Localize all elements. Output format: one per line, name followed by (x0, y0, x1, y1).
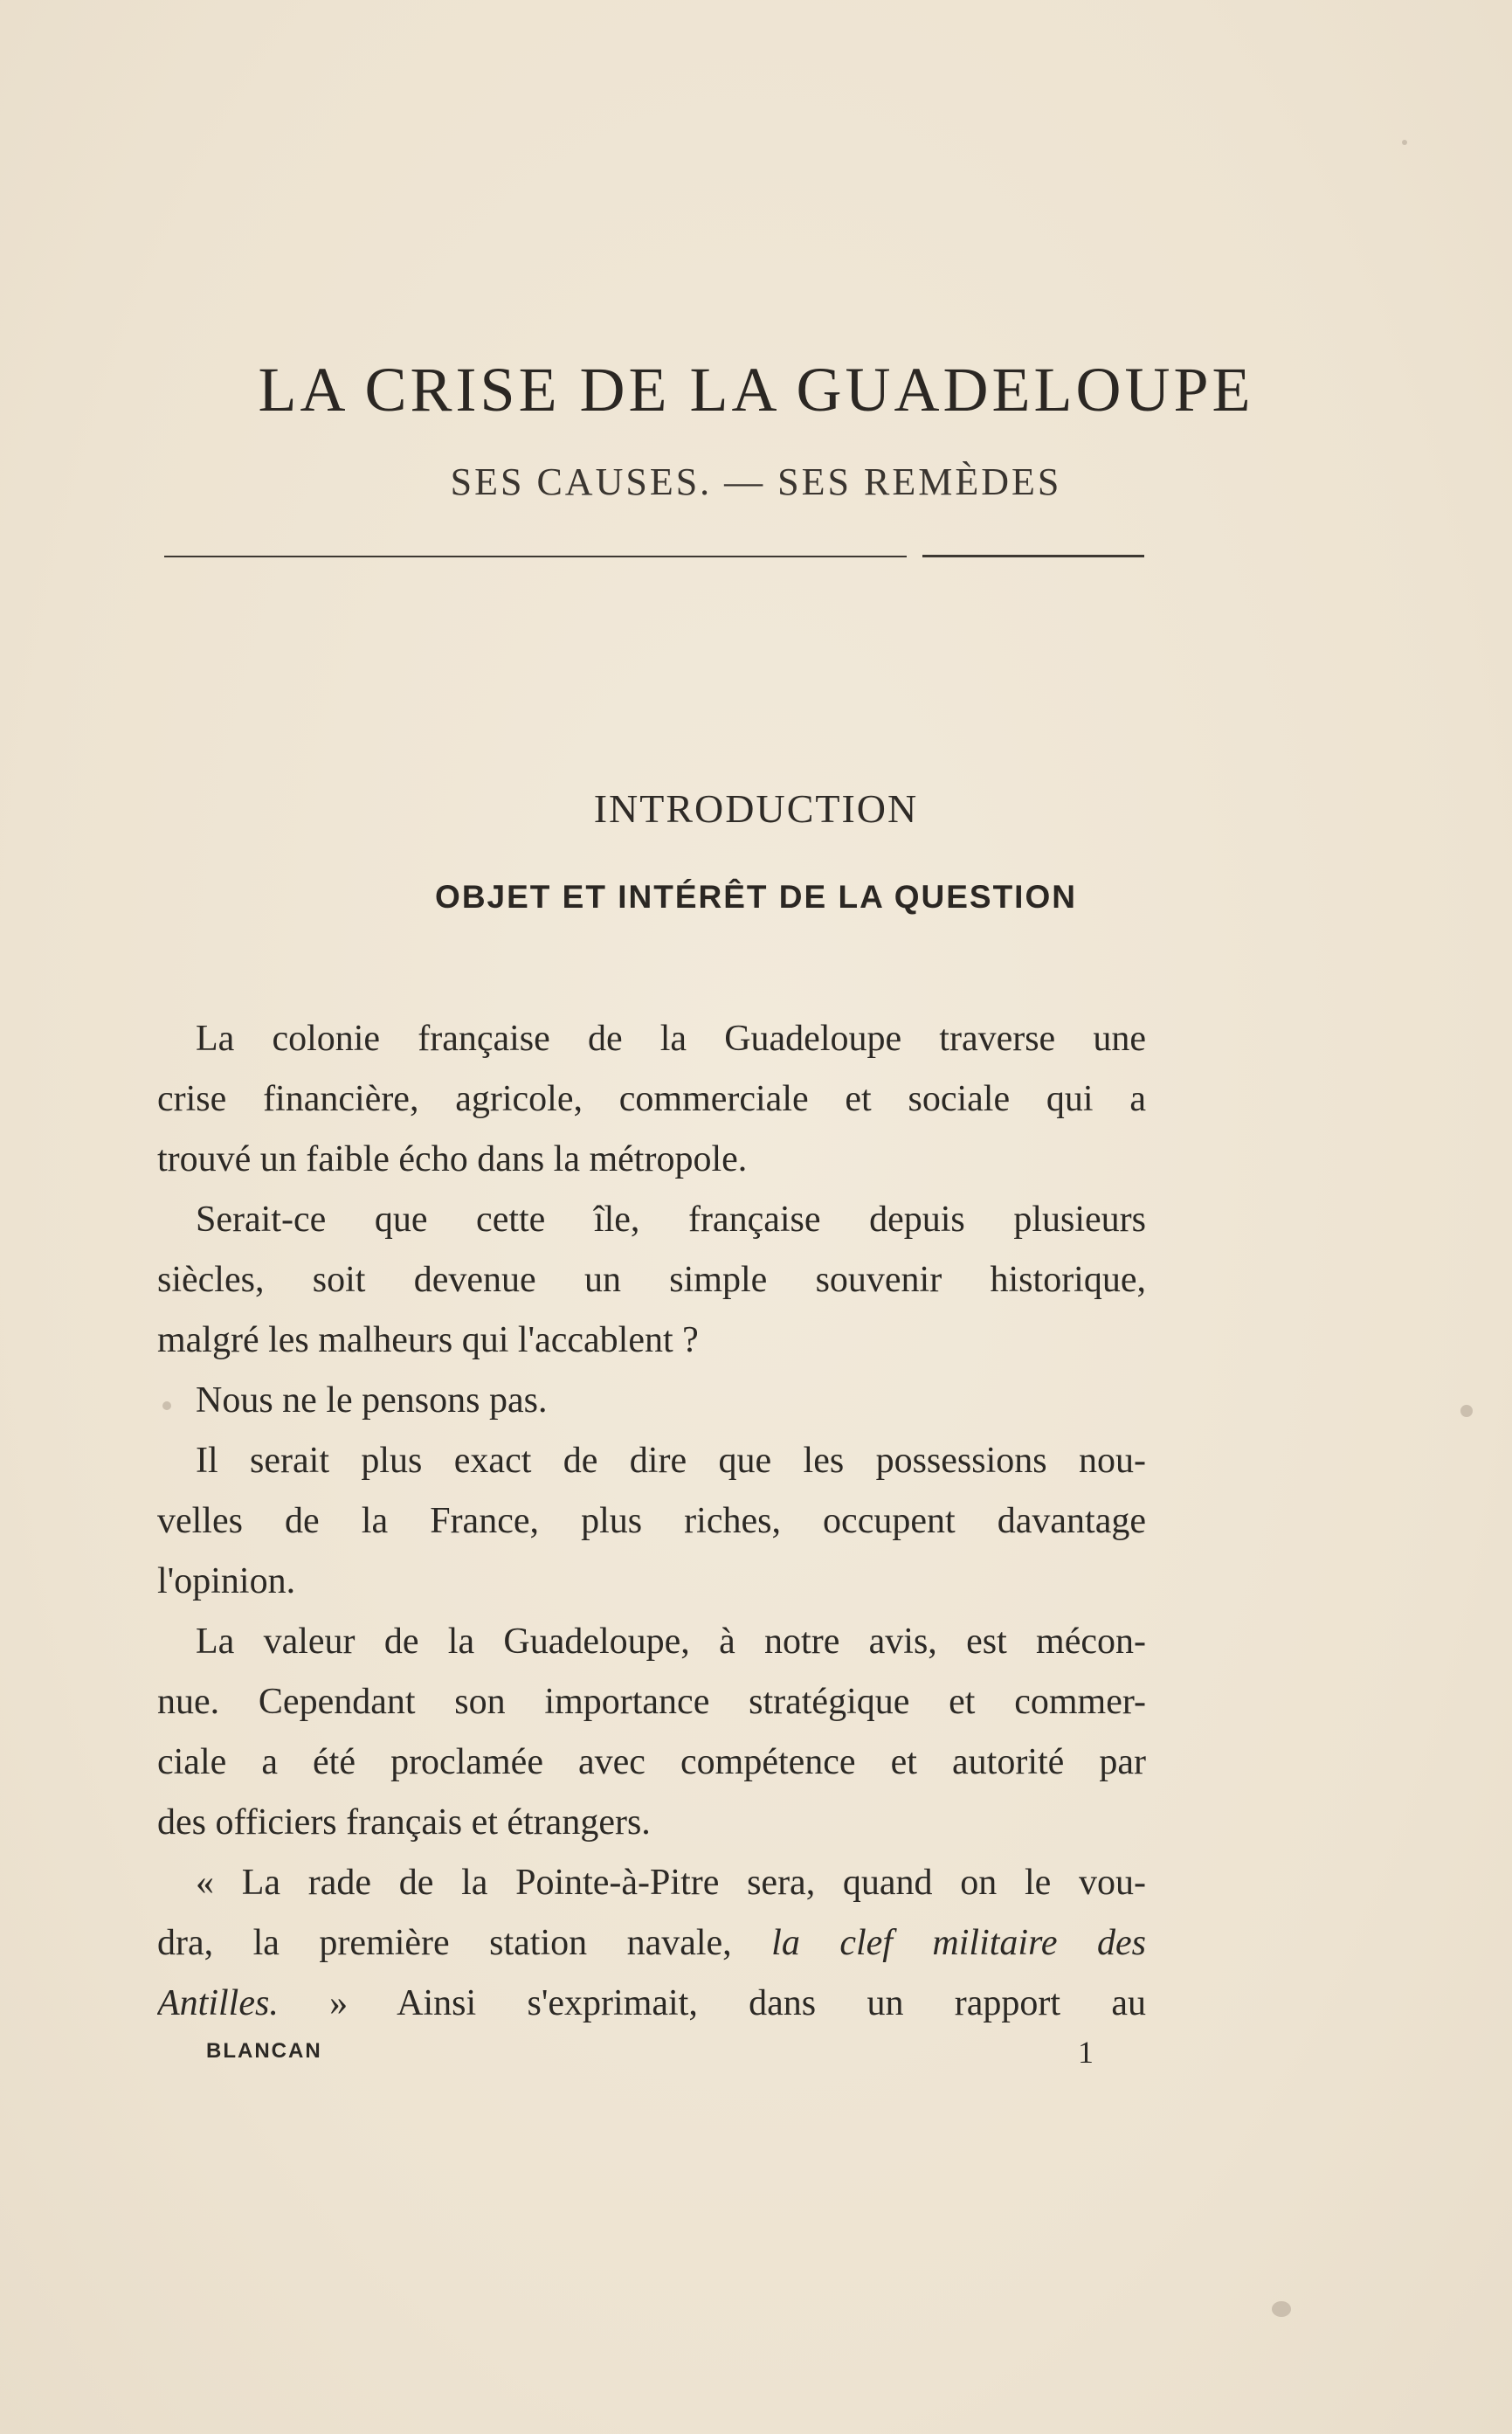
page-number: 1 (1078, 2035, 1095, 2070)
body-text (157, 1009, 1146, 2034)
page-subtitle: SES CAUSES. — SES REMÈDES (450, 460, 1062, 503)
body-line-italic: la clef militaire des (771, 1923, 1146, 1963)
body-line: malgré les malheurs qui l'accablent ? (157, 1320, 699, 1360)
paper-speck (162, 1401, 171, 1410)
paper-speck (1460, 1405, 1473, 1417)
body-line-text: dra, la première station navale, (157, 1923, 732, 1963)
title-rule-left (164, 556, 907, 557)
body-line: ciale a été proclamée avec compétence et autorité par (157, 1742, 1146, 1782)
page-title: LA CRISE DE LA GUADELOUPE (258, 355, 1254, 425)
body-line: l'opinion. (157, 1561, 296, 1601)
signature-mark: BLANCAN (206, 2039, 322, 2063)
body-line: crise financière, agricole, commerciale et sociale qui a (157, 1079, 1146, 1119)
paper-speck (1272, 2301, 1291, 2317)
paper-speck (1402, 140, 1407, 145)
body-line: Serait-ce que cette île, française depuis plusieurs (196, 1200, 1146, 1240)
body-line: nue. Cependant son importance stratégique et commer- (157, 1682, 1146, 1722)
body-line: Nous ne le pensons pas. (196, 1380, 548, 1421)
body-line: siècles, soit devenue un simple souvenir historique, (157, 1260, 1146, 1300)
title-rule-right (922, 555, 1144, 557)
body-line: « La rade de la Pointe-à-Pitre sera, quand on le vou- (196, 1863, 1146, 1903)
body-line: velles de la France, plus riches, occupent davantage (157, 1501, 1146, 1541)
body-line-mixed (157, 1913, 1146, 1974)
body-line: des officiers français et étrangers. (157, 1802, 651, 1843)
body-line: trouvé un faible écho dans la métropole. (157, 1139, 748, 1179)
body-line: La valeur de la Guadeloupe, à notre avis, est mécon- (196, 1622, 1146, 1662)
body-line-text: » Ainsi s'exprimait, dans un rapport au (329, 1983, 1146, 2023)
body-line-mixed (157, 1974, 1146, 2034)
introduction-heading: INTRODUCTION (593, 786, 919, 831)
body-line: La colonie française de la Guadeloupe traverse une (196, 1019, 1146, 1059)
section-heading: OBJET ET INTÉRÊT DE LA QUESTION (435, 879, 1077, 915)
body-line-italic: Antilles. (157, 1983, 279, 2023)
body-line: Il serait plus exact de dire que les possessions nou- (196, 1441, 1146, 1481)
